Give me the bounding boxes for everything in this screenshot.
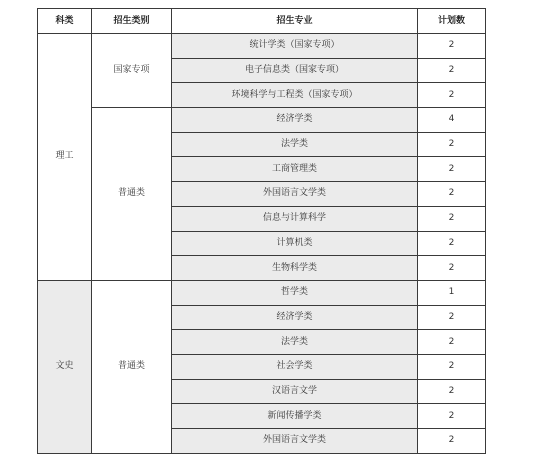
count-cell: 2 (418, 182, 486, 207)
header-row (38, 9, 486, 34)
count-cell: 2 (418, 305, 486, 330)
major-cell: 生物科学类 (172, 256, 418, 281)
count-cell: 2 (418, 34, 486, 59)
count-cell: 2 (418, 354, 486, 379)
header-category: 招生类别 (92, 9, 172, 34)
count-cell: 2 (418, 256, 486, 281)
enrollment-plan-table (37, 8, 486, 454)
table-row (38, 34, 486, 59)
count-cell: 2 (418, 83, 486, 108)
major-cell: 统计学类（国家专项） (172, 34, 418, 59)
subject-cell-humanities: 文史 (38, 280, 92, 453)
category-cell-general: 普通类 (92, 280, 172, 453)
category-cell-general: 普通类 (92, 108, 172, 281)
count-cell: 1 (418, 280, 486, 305)
major-cell: 电子信息类（国家专项） (172, 58, 418, 83)
major-cell: 社会学类 (172, 354, 418, 379)
count-cell: 2 (418, 132, 486, 157)
major-cell: 法学类 (172, 132, 418, 157)
category-cell-national-special: 国家专项 (92, 34, 172, 108)
count-cell: 2 (418, 379, 486, 404)
major-cell: 工商管理类 (172, 157, 418, 182)
header-major: 招生专业 (172, 9, 418, 34)
header-count: 计划数 (418, 9, 486, 34)
major-cell: 经济学类 (172, 108, 418, 133)
count-cell: 2 (418, 404, 486, 429)
major-cell: 汉语言文学 (172, 379, 418, 404)
count-cell: 2 (418, 157, 486, 182)
major-cell: 外国语言文学类 (172, 429, 418, 454)
count-cell: 2 (418, 429, 486, 454)
header-subject: 科类 (38, 9, 92, 34)
count-cell: 2 (418, 231, 486, 256)
major-cell: 哲学类 (172, 280, 418, 305)
major-cell: 外国语言文学类 (172, 182, 418, 207)
major-cell: 新闻传播学类 (172, 404, 418, 429)
table-row (38, 108, 486, 133)
count-cell: 2 (418, 206, 486, 231)
count-cell: 2 (418, 330, 486, 355)
major-cell: 计算机类 (172, 231, 418, 256)
count-cell: 4 (418, 108, 486, 133)
major-cell: 环境科学与工程类（国家专项） (172, 83, 418, 108)
count-cell: 2 (418, 58, 486, 83)
major-cell: 信息与计算科学 (172, 206, 418, 231)
major-cell: 经济学类 (172, 305, 418, 330)
table-row (38, 280, 486, 305)
subject-cell-science: 理工 (38, 34, 92, 281)
major-cell: 法学类 (172, 330, 418, 355)
